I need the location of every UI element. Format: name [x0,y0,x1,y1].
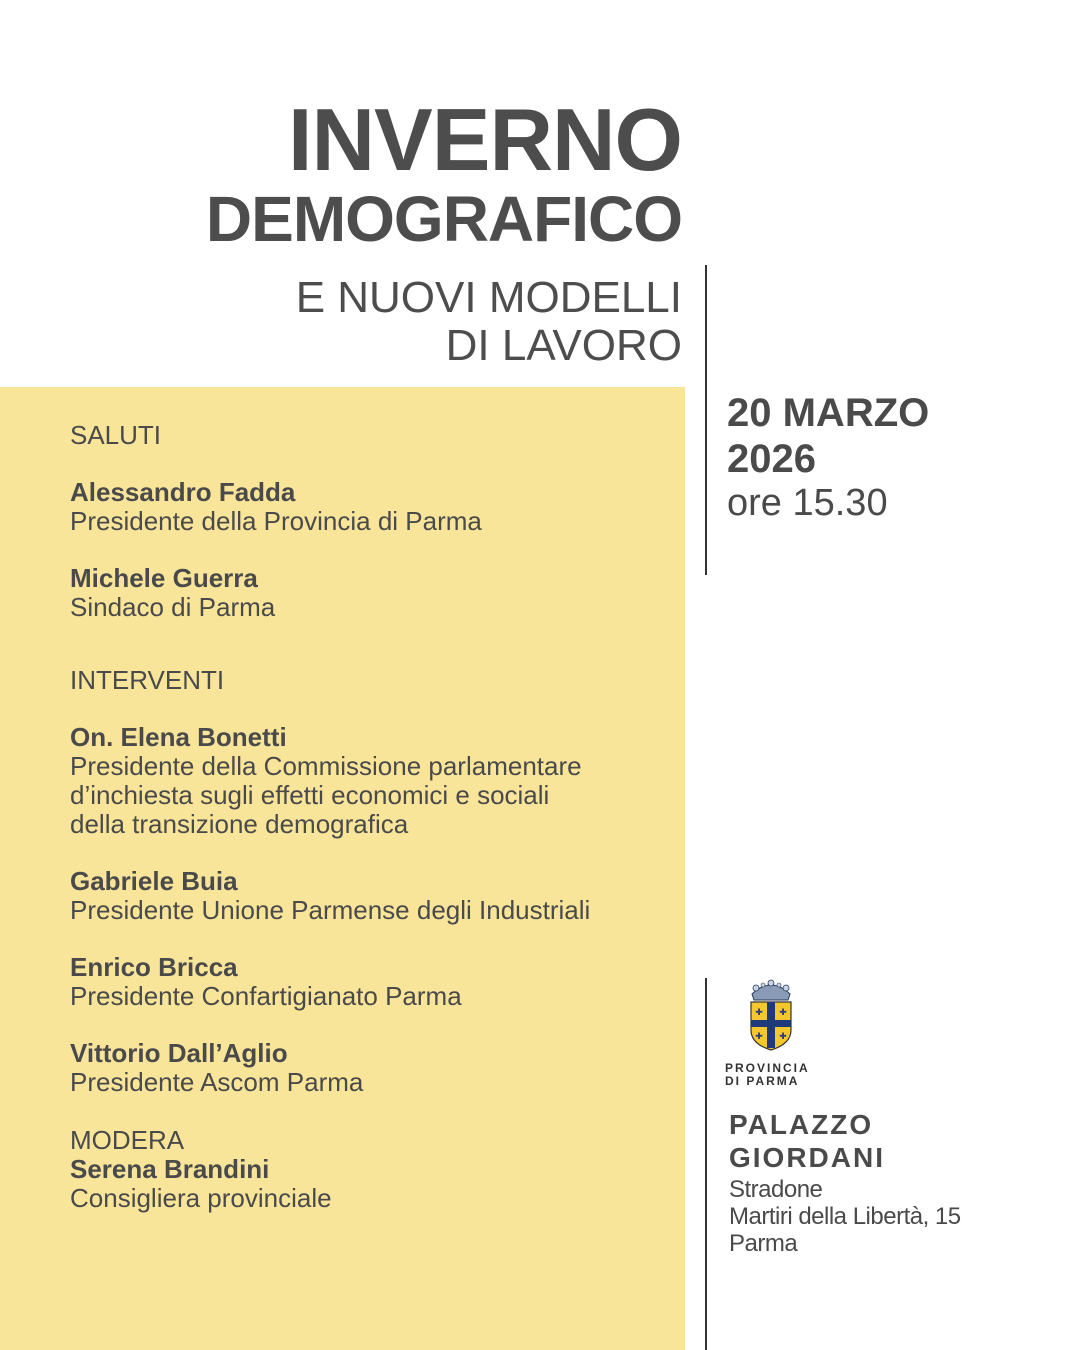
speaker [70,867,680,925]
address-line-1: Stradone [729,1176,823,1203]
title-line-2: DEMOGRAFICO [205,183,682,255]
speaker-role-line: Presidente della Commissione parlamentare [70,751,582,781]
svg-text:✚: ✚ [755,1008,763,1018]
speaker-name: Vittorio Dall’Aglio [70,1038,288,1068]
venue-name-line-1: PALAZZO [729,1109,874,1140]
divider-top [705,265,707,575]
title-line-1: INVERNO [288,90,682,189]
svg-text:✚: ✚ [779,1008,787,1018]
address-line-3: Parma [729,1230,798,1257]
section-interventi: INTERVENTI [70,665,225,695]
speaker-role: Presidente Ascom Parma [70,1067,364,1097]
speaker-role: Presidente Unione Parmense degli Industriali [70,895,591,925]
speaker-role: Presidente della Provincia di Parma [70,506,482,536]
svg-text:✚: ✚ [779,1032,787,1042]
moderator-name: Serena Brandini [70,1154,270,1184]
speaker [70,564,680,622]
speaker [70,478,680,536]
logo-label [725,1062,825,1088]
venue-address [729,1176,961,1257]
section-modera: MODERA [70,1125,185,1155]
provincia-logo [725,978,825,1088]
speaker-name: Gabriele Buia [70,866,238,896]
speaker [70,723,680,839]
svg-text:✚: ✚ [755,1032,763,1042]
subtitle-line-1: E NUOVI MODELLI [295,273,682,322]
subtitle [206,274,682,370]
logo-label-line-1: PROVINCIA [725,1061,810,1075]
date-line-2: 2026 [727,437,816,481]
program-panel [0,387,685,1350]
logo-label-line-2: DI PARMA [725,1074,800,1088]
moderator-role: Consigliera provinciale [70,1183,332,1213]
address-line-2: Martiri della Libertà, 15 [729,1203,961,1230]
venue-name-line-2: GIORDANI [729,1142,885,1173]
speaker-name: Michele Guerra [70,563,258,593]
venue [729,1108,961,1257]
speaker [70,953,680,1011]
speaker-role: Sindaco di Parma [70,592,276,622]
speaker-name: Alessandro Fadda [70,477,296,507]
event-time: ore 15.30 [727,482,888,524]
speaker-role: Presidente Confartigianato Parma [70,981,462,1011]
provincia-coat-of-arms-icon [748,978,794,1052]
speaker-role-line: d’inchiesta sugli effetti economici e sociali [70,780,550,810]
moderator [70,1125,680,1213]
event-date [727,390,929,524]
speaker-name: Enrico Bricca [70,952,238,982]
speaker-name: On. Elena Bonetti [70,722,287,752]
speaker [70,1039,680,1097]
section-saluti: SALUTI [70,420,162,450]
speaker-role-line: della transizione demografica [70,809,409,839]
program-list [70,420,680,1213]
divider-bottom [705,978,707,1350]
date-line-1: 20 MARZO [727,391,930,435]
subtitle-line-2: DI LAVORO [445,321,682,370]
event-title [205,90,682,370]
